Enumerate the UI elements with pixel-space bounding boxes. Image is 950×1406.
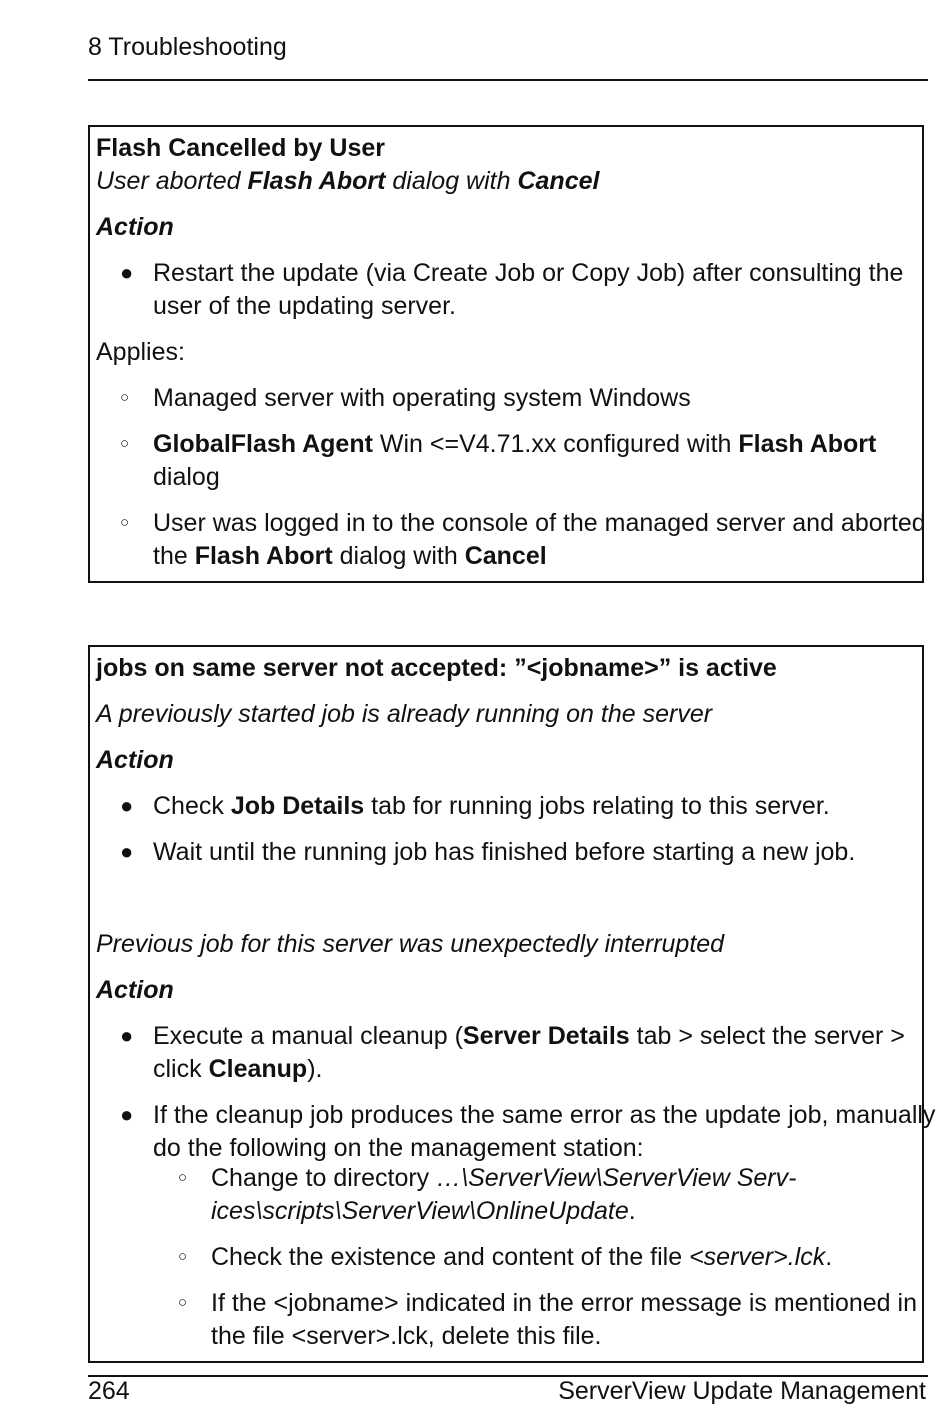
action-text: Check Job Details tab for running jobs relating to this server.	[153, 792, 830, 820]
circle-bullet-icon: ○	[120, 514, 130, 531]
circle-bullet-icon: ○	[120, 389, 130, 406]
bullet-icon: ●	[120, 1023, 134, 1048]
action-text: Restart the update (via Create Job or Copy Job) after consulting the	[153, 259, 904, 287]
applies-label: Applies:	[96, 338, 185, 366]
bullet-icon: ●	[120, 1102, 134, 1127]
applies-item: User was logged in to the console of the managed server and aborted	[153, 509, 926, 537]
applies-item-continued: the Flash Abort dialog with Cancel	[153, 542, 547, 570]
action-heading: Action	[96, 746, 174, 774]
action-text: Execute a manual cleanup (Server Details tab > select the server >	[153, 1022, 905, 1050]
error-title: jobs on same server not accepted: ”<jobname>” is active	[96, 654, 777, 682]
applies-item-continued: dialog	[153, 463, 220, 491]
page-header: 8 Troubleshooting	[88, 33, 287, 61]
error-box-flash-cancelled	[88, 125, 924, 583]
action-heading: Action	[96, 976, 174, 1004]
header-rule	[88, 79, 928, 81]
circle-bullet-icon: ○	[120, 435, 130, 452]
action-heading: Action	[96, 213, 174, 241]
action-text: If the cleanup job produces the same error as the update job, manually	[153, 1101, 936, 1129]
error-box-jobs-not-accepted	[88, 645, 936, 1363]
sub-step: If the <jobname> indicated in the error message is mentioned in	[211, 1289, 917, 1317]
error-cause: A previously started job is already running on the server	[96, 700, 713, 728]
sub-step: Change to directory …\ServerView\ServerView Serv-	[211, 1164, 797, 1192]
sub-step-continued: ices\scripts\ServerView\OnlineUpdate.	[211, 1197, 636, 1225]
applies-item: GlobalFlash Agent Win <=V4.71.xx configured with Flash Abort	[153, 430, 877, 458]
error-cause: User aborted Flash Abort dialog with Cancel	[96, 167, 600, 195]
action-text-continued: do the following on the management station:	[153, 1134, 644, 1162]
circle-bullet-icon: ○	[178, 1169, 188, 1186]
error-title: Flash Cancelled by User	[96, 134, 386, 162]
action-text: user of the updating server.	[153, 292, 456, 320]
page-number: 264	[88, 1377, 130, 1405]
bullet-icon: ●	[120, 260, 134, 285]
error-cause: Previous job for this server was unexpectedly interrupted	[96, 930, 725, 958]
sub-step-continued: the file <server>.lck, delete this file.	[211, 1322, 602, 1350]
applies-item: Managed server with operating system Windows	[153, 384, 691, 412]
circle-bullet-icon: ○	[178, 1294, 188, 1311]
bullet-icon: ●	[120, 793, 134, 818]
sub-step: Check the existence and content of the file <server>.lck.	[211, 1243, 833, 1271]
bullet-icon: ●	[120, 839, 134, 864]
footer-title: ServerView Update Management	[558, 1377, 926, 1405]
action-text-continued: click Cleanup).	[153, 1055, 323, 1083]
circle-bullet-icon: ○	[178, 1248, 188, 1265]
action-text: Wait until the running job has finished before starting a new job.	[153, 838, 856, 866]
